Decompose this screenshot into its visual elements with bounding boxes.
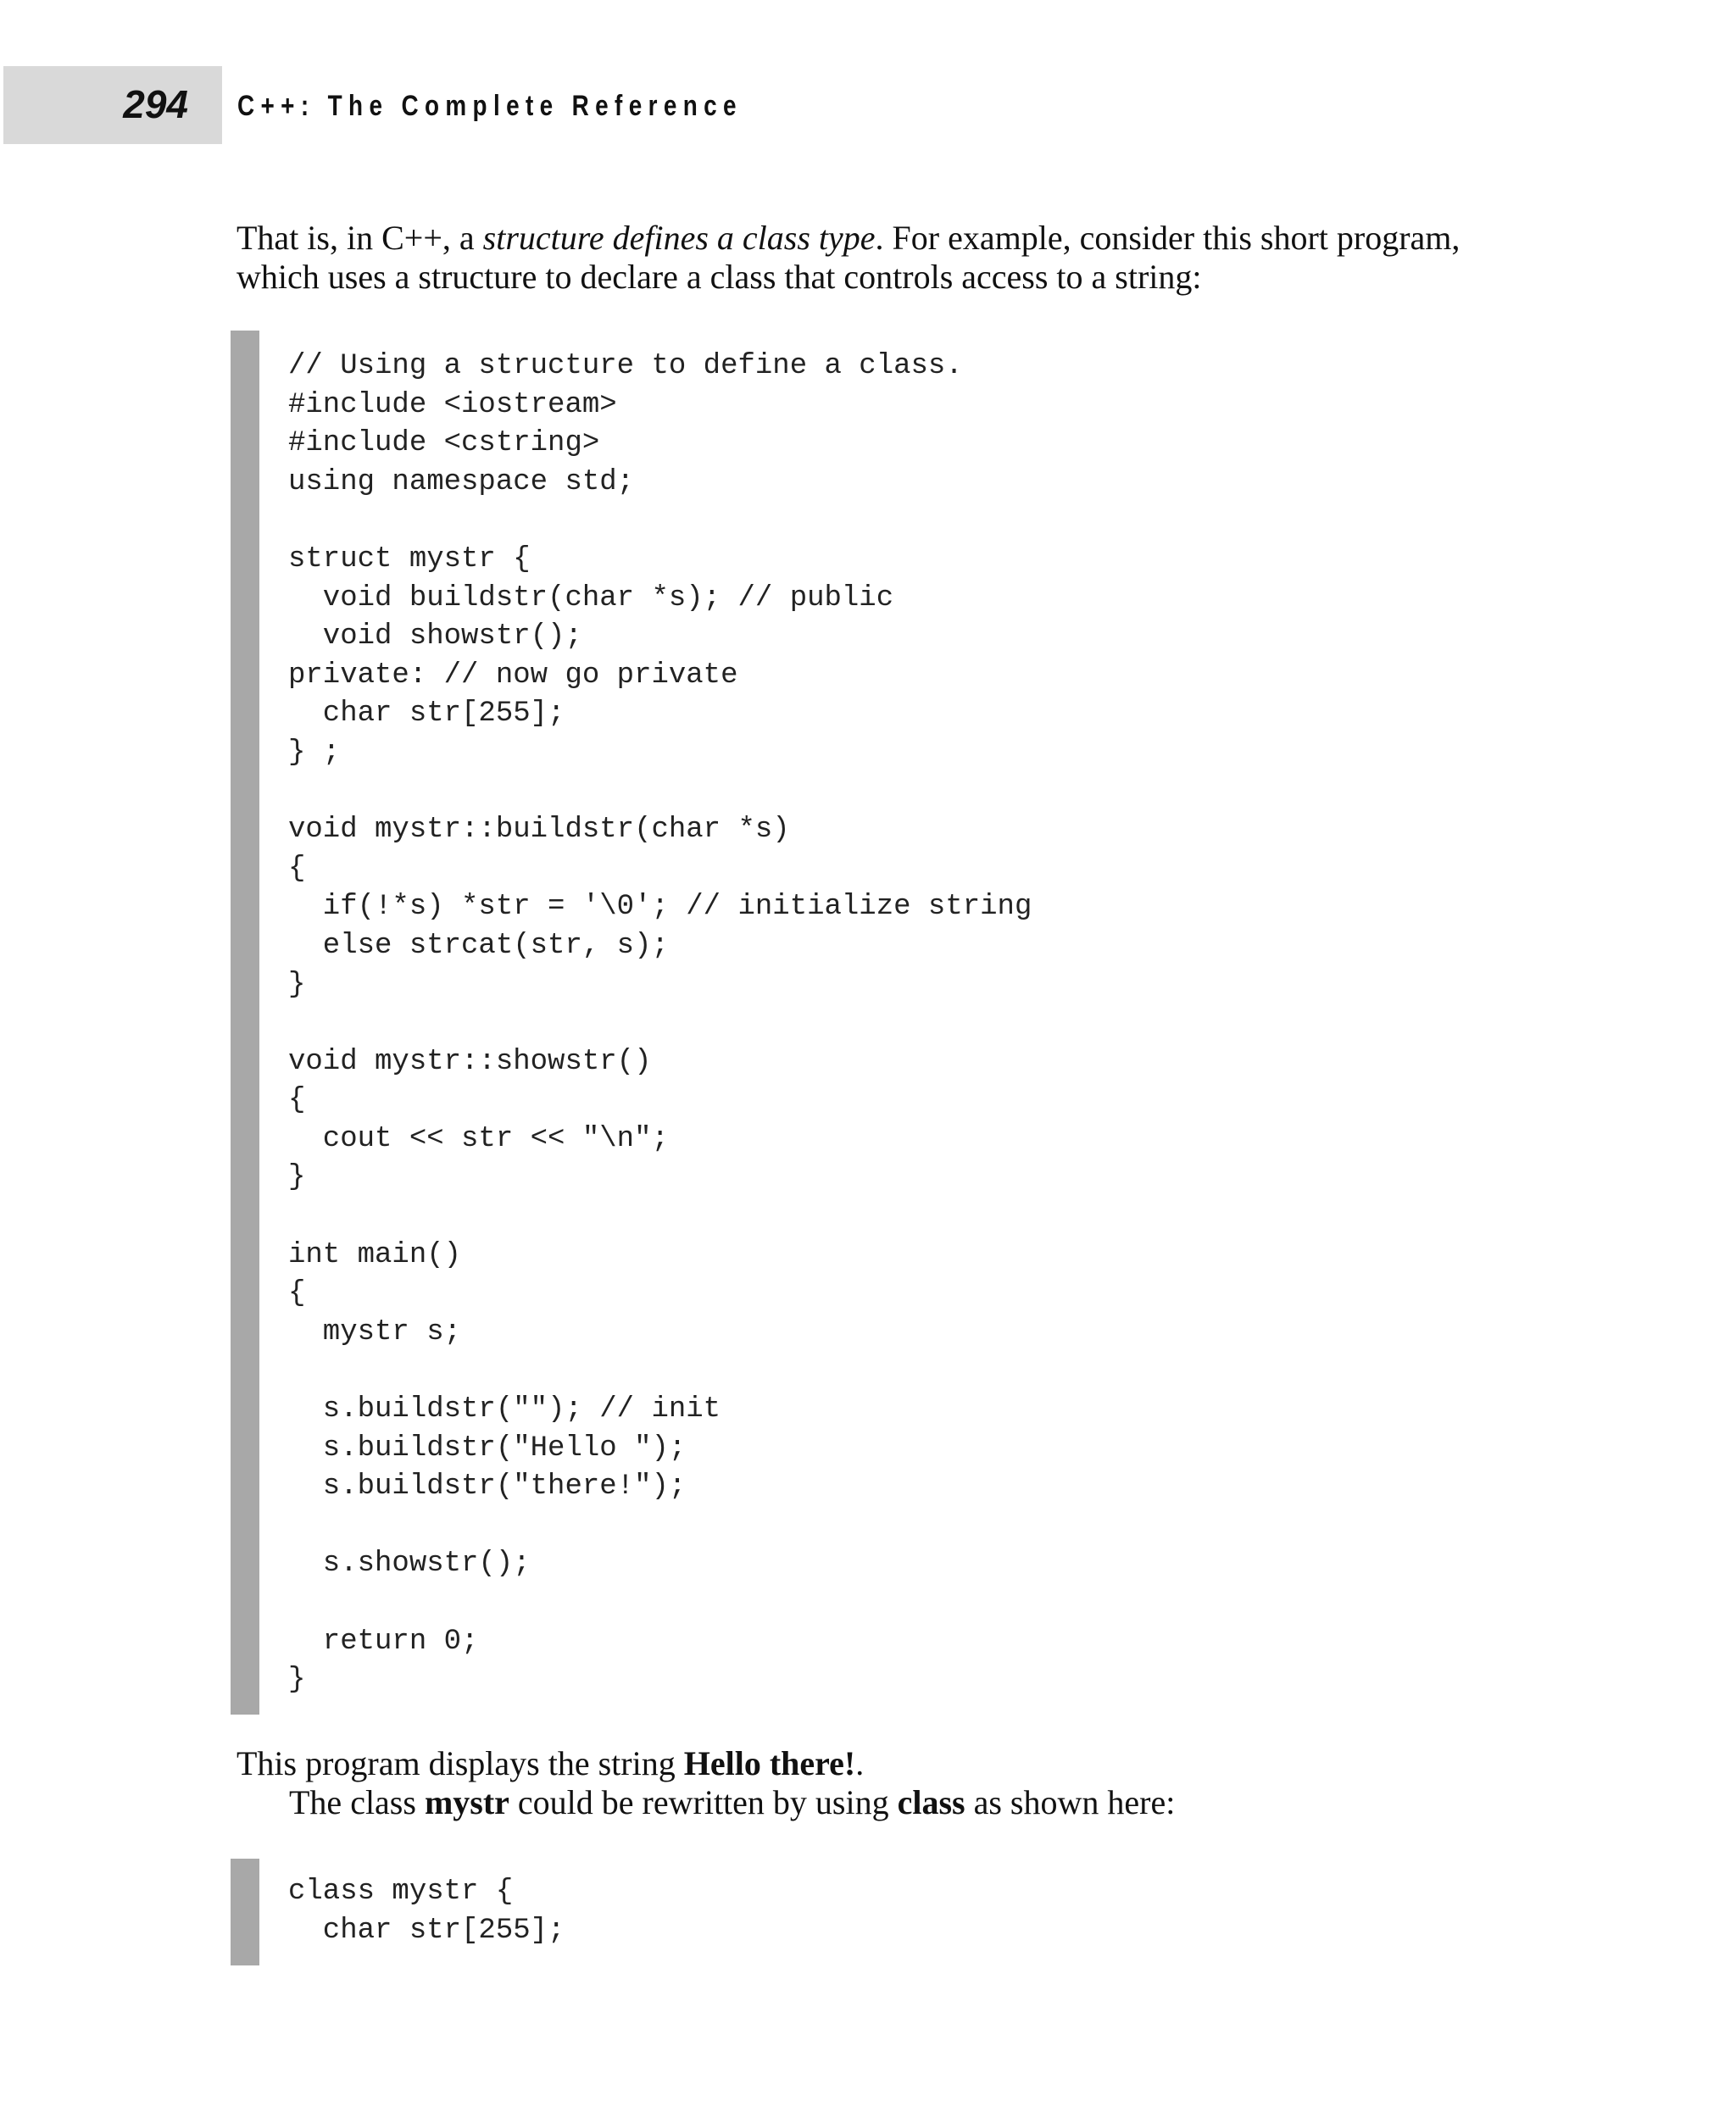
code-line: char str[255]; [288,1914,565,1947]
rewrite-text-3: as shown here: [965,1783,1176,1821]
output-text-end: . [855,1744,865,1782]
code-line: struct mystr { [288,542,531,575]
code-line: s.buildstr("Hello "); [288,1432,687,1465]
code-line: class mystr { [288,1876,514,1908]
code-line: s.buildstr("there!"); [288,1470,687,1504]
running-title: C++: The Complete Reference [237,90,743,122]
intro-text-start: That is, in C++, a [236,219,483,257]
code-line: cout << str << "\n"; [288,1122,669,1155]
code-line: if(!*s) *str = '\0'; // initialize string [288,891,1032,924]
intro-text-end: . For example, consider this short program, which uses a structure to declare a class that controls access to a string: [236,219,1461,296]
code-line: void showstr(); [288,620,582,653]
code-line: private: // now go private [288,659,738,692]
code-line: { [288,852,306,885]
code-line [288,1507,1032,1546]
code-line: } [288,968,306,1001]
output-string: Hello there! [683,1744,856,1782]
code-line: else strcat(str, s); [288,929,669,962]
code-line: { [288,1084,306,1117]
code-line [288,773,1032,812]
code-line: s.showstr(); [288,1548,531,1581]
page-number: 294 [123,82,188,126]
code-line: void mystr::buildstr(char *s) [288,814,790,847]
code-line: #include <cstring> [288,427,600,460]
rewrite-paragraph [236,1783,1508,1822]
code-line [288,502,1032,541]
code-line: } [288,1664,306,1697]
code-line: s.buildstr(""); // init [288,1393,721,1426]
page-number-box [3,66,222,144]
intro-paragraph [236,219,1508,297]
output-paragraph [236,1744,1508,1822]
code-line [288,1352,1032,1391]
keyword-class: class [897,1783,965,1821]
code-line: } [288,1161,306,1194]
intro-emphasis: structure defines a class type [482,219,876,257]
rewrite-text-2: could be rewritten by using [509,1783,898,1821]
code-line: // Using a structure to define a class. [288,350,963,382]
code-line: { [288,1277,306,1310]
code-line: int main() [288,1238,462,1271]
code-line [288,1004,1032,1043]
code-block-marker [231,1859,259,1965]
code-listing-struct [288,347,1032,1700]
code-line: void mystr::showstr() [288,1045,652,1078]
rewrite-text-1: The class [289,1783,425,1821]
class-name-mystr: mystr [424,1783,509,1821]
code-line [288,1198,1032,1237]
code-listing-class [288,1873,565,1950]
code-line: void buildstr(char *s); // public [288,581,894,614]
code-line: char str[255]; [288,698,565,731]
code-line: return 0; [288,1625,479,1658]
code-line: #include <iostream> [288,388,617,421]
code-line: } ; [288,736,341,769]
code-line: mystr s; [288,1315,462,1348]
code-block-marker [231,331,259,1715]
code-line: using namespace std; [288,465,635,498]
code-line [288,1584,1032,1623]
output-text-start: This program displays the string [236,1744,684,1782]
